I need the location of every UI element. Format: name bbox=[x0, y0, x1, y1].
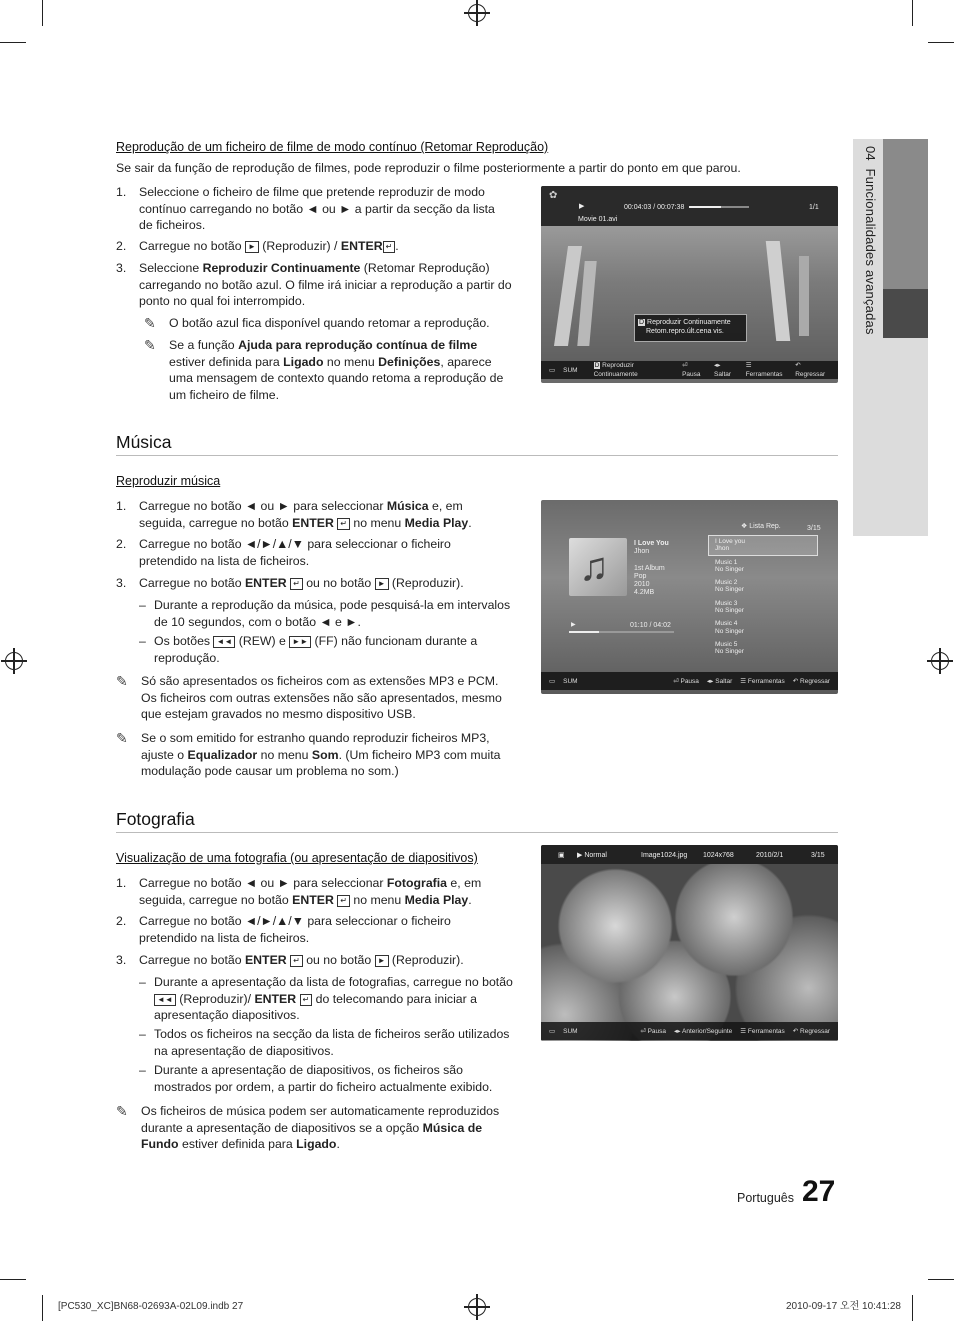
music-list-item[interactable]: I Love you Jhon bbox=[715, 538, 745, 553]
chapter-label: 04 Funcionalidades avançadas bbox=[863, 146, 878, 335]
language-label: Português bbox=[737, 1191, 794, 1205]
music-list-item[interactable]: Music 4 No Singer bbox=[715, 620, 744, 635]
registration-mark-bottom-icon bbox=[468, 1298, 486, 1316]
playlist-icon: ❖ bbox=[741, 523, 748, 530]
play-state-icon: ▶ bbox=[579, 203, 585, 210]
photo-step-2: Carregue no botão ◄/►/▲/▼ para seleccionar o ficheiro pretendido na lista de ficheiros. bbox=[139, 914, 451, 945]
photo-step-3: Carregue no botão ENTER ↵ ou no botão ► (Reproduzir). bbox=[139, 953, 464, 967]
photo-title: Fotografia bbox=[116, 808, 838, 833]
play-button-icon: ► bbox=[245, 241, 259, 253]
sum-icon: ▭ bbox=[549, 677, 556, 685]
movie-step-3: Seleccione Reproduzir Continuamente (Retomar Reprodução) carregando no botão azul. O filme irá iniciar a reprodução a partir do ponto no qual foi interrompido. bbox=[139, 261, 512, 308]
movie-subhead: Reprodução de um ficheiro de filme de modo contínuo (Retomar Reprodução) bbox=[116, 140, 549, 154]
note-pencil-icon: ✎ bbox=[116, 730, 128, 746]
sum-icon: ▭ bbox=[549, 366, 556, 374]
music-list-item[interactable]: Music 5 No Singer bbox=[715, 640, 744, 656]
movie-intro: Se sair da função de reprodução de filmes, pode reproduzir o filme posteriormente a partir do ponto em que parou. bbox=[116, 161, 741, 175]
print-slug: [PC530_XC]BN68-02693A-02L09.indb 27 bbox=[58, 1301, 244, 1312]
page-number: 27 bbox=[802, 1175, 836, 1208]
music-subhead: Reproduzir música bbox=[116, 474, 221, 488]
registration-mark-left-icon bbox=[5, 652, 23, 670]
music-list-item[interactable]: Music 3 No Singer bbox=[715, 599, 744, 615]
music-step-2: Carregue no botão ◄/►/▲/▼ para seleccionar o ficheiro pretendido na lista de ficheiros. bbox=[139, 537, 451, 568]
enter-icon: ↵ bbox=[300, 994, 313, 1006]
movie-step-1: Seleccione o ficheiro de filme que pretende reproduzir de modo contínuo carregando no botão ◄ ou ► a partir da secção da lista de ficheiros. bbox=[139, 185, 495, 232]
registration-mark-top-icon bbox=[468, 4, 486, 22]
enter-icon: ↵ bbox=[383, 241, 396, 253]
film-icon: ✿ bbox=[549, 190, 558, 201]
note-pencil-icon: ✎ bbox=[116, 1103, 128, 1119]
enter-icon: ↵ bbox=[337, 518, 350, 530]
note-pencil-icon: ✎ bbox=[144, 315, 156, 331]
movie-screenshot: ✿ ▶ 00:04:03 / 00:07:38 1/1 Movie 01.avi D Reproduzir Continuamente Retom.repro.últ.cena vis. ▭ SUM D Reproduzir Continuamente ⏎ Pausa ◂▸ Saltar ☰ Ferramentas ↶ Regressar bbox=[541, 186, 838, 383]
enter-icon: ↵ bbox=[290, 578, 303, 590]
print-date: 2010-09-17 오전 10:41:28 bbox=[786, 1301, 901, 1312]
rewind-icon: ◄◄ bbox=[213, 636, 235, 648]
music-list-item[interactable]: Music 1 No Singer bbox=[715, 558, 744, 573]
registration-mark-right-icon bbox=[931, 652, 949, 670]
enter-icon: ↵ bbox=[337, 895, 350, 907]
music-title: Música bbox=[116, 431, 838, 456]
play-button-icon: ► bbox=[375, 955, 389, 967]
music-step-1: Carregue no botão ◄ ou ► para seleccionar Música e, em seguida, carregue no botão ENTER ↵ no menu Media Play. bbox=[139, 499, 472, 530]
music-step-3: Carregue no botão ENTER ↵ ou no botão ► (Reproduzir). bbox=[139, 576, 464, 590]
note-pencil-icon: ✎ bbox=[116, 673, 128, 689]
photo-subhead: Visualização de uma fotografia (ou apresentação de diapositivos) bbox=[116, 851, 478, 865]
music-screenshot: ♫ I Love You Jhon 1st Album Pop 2010 4.2MB ▶ 01:10 / 04:02 ❖ Lista Rep. 3/15 I Love you Jhon Music 1 No Singer Music 2 No Singer Music 3 No Singer Music 4 No Singer Music 5 No Singer ▭ SUM ⏎ Pausa ◂▸ Saltar ☰ Ferramentas ↶ Regressar bbox=[541, 500, 838, 694]
fast-forward-icon: ►► bbox=[289, 636, 311, 648]
play-pause-icon: ◄◄ bbox=[154, 994, 176, 1006]
music-list-item[interactable]: Music 2 No Singer bbox=[715, 579, 744, 594]
photo-step-1: Carregue no botão ◄ ou ► para seleccionar Fotografia e, em seguida, carregue no botão ENTER ↵ no menu Media Play. bbox=[139, 876, 482, 907]
enter-icon: ↵ bbox=[290, 955, 303, 967]
music-note-icon: ♫ bbox=[579, 545, 609, 589]
photo-screenshot: ▣ ▶ Normal Image1024.jpg 1024x768 2010/2/1 3/15 ▭ SUM ⏎ Pausa ◂▸ Anterior/Seguinte ☰ Ferramentas ↶ Regressar bbox=[541, 845, 838, 1041]
play-button-icon: ► bbox=[375, 578, 389, 590]
play-state-icon: ▶ bbox=[571, 622, 576, 628]
photo-icon: ▣ bbox=[558, 852, 565, 859]
sum-icon: ▭ bbox=[549, 1027, 556, 1035]
movie-step-2: Carregue no botão ► (Reproduzir) / ENTER ↵ . bbox=[139, 239, 399, 253]
note-pencil-icon: ✎ bbox=[144, 337, 156, 353]
